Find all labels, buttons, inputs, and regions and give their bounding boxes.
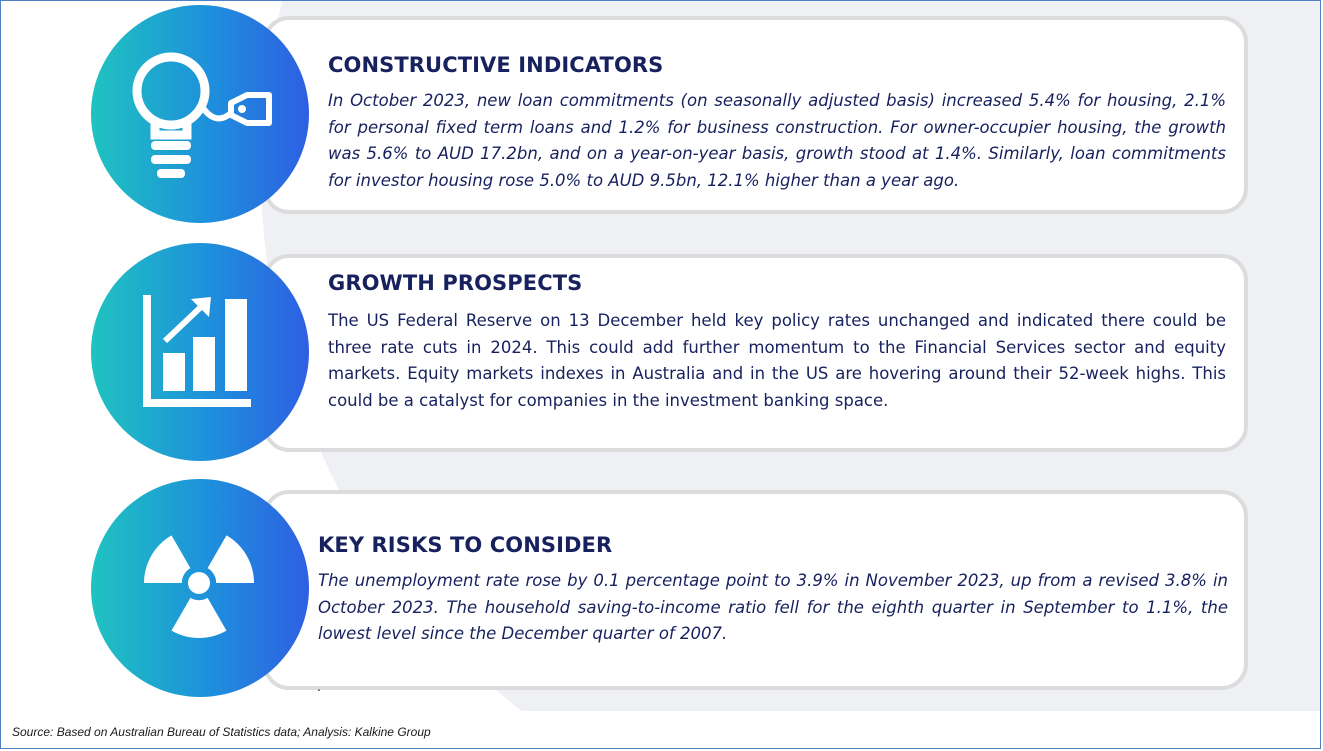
source-note: Source: Based on Australian Bureau of Statistics data; Analysis: Kalkine Group xyxy=(12,725,431,739)
section-title: KEY RISKS TO CONSIDER xyxy=(318,533,613,557)
constructive-indicators-icon-badge xyxy=(91,5,309,223)
key-risks-icon-badge xyxy=(91,479,309,697)
section-body: In October 2023, new loan commitments (on seasonally adjusted basis) increased 5.4% for housing, 2.1% for personal fixed term loans and 1.2% for business construction. For owner-occupier housing, the growth was 5.6% to AUD 17.2bn, and on a year-on-year basis, growth stood at 1.4%. Similarly, loan commitments for investor housing rose 5.0% to AUD 9.5bn, 12.1% higher than a year ago. xyxy=(328,91,1226,190)
section-title: CONSTRUCTIVE INDICATORS xyxy=(328,53,664,77)
growth-prospects-icon-badge xyxy=(91,243,309,461)
radiation-hazard-icon xyxy=(91,479,309,697)
lightbulb-tag-icon xyxy=(91,5,309,223)
section-body: The US Federal Reserve on 13 December held key policy rates unchanged and indicated there could be three rate cuts in 2024. This could add further momentum to the Financial Services sector and equity markets. Equity markets indexes in Australia and in the US are hovering around their 52-week highs. This could be a catalyst for companies in the investment banking space. xyxy=(328,311,1226,410)
stray-mark: . xyxy=(317,678,321,694)
section-title: GROWTH PROSPECTS xyxy=(328,271,583,295)
growth-chart-icon xyxy=(91,243,309,461)
section-body: The unemployment rate rose by 0.1 percentage point to 3.9% in November 2023, up from a revised 3.8% in October 2023. The household saving-to-income ratio fell for the eighth quarter in September to 1.1%, the lowest level since the December quarter of 2007. xyxy=(318,571,1228,643)
